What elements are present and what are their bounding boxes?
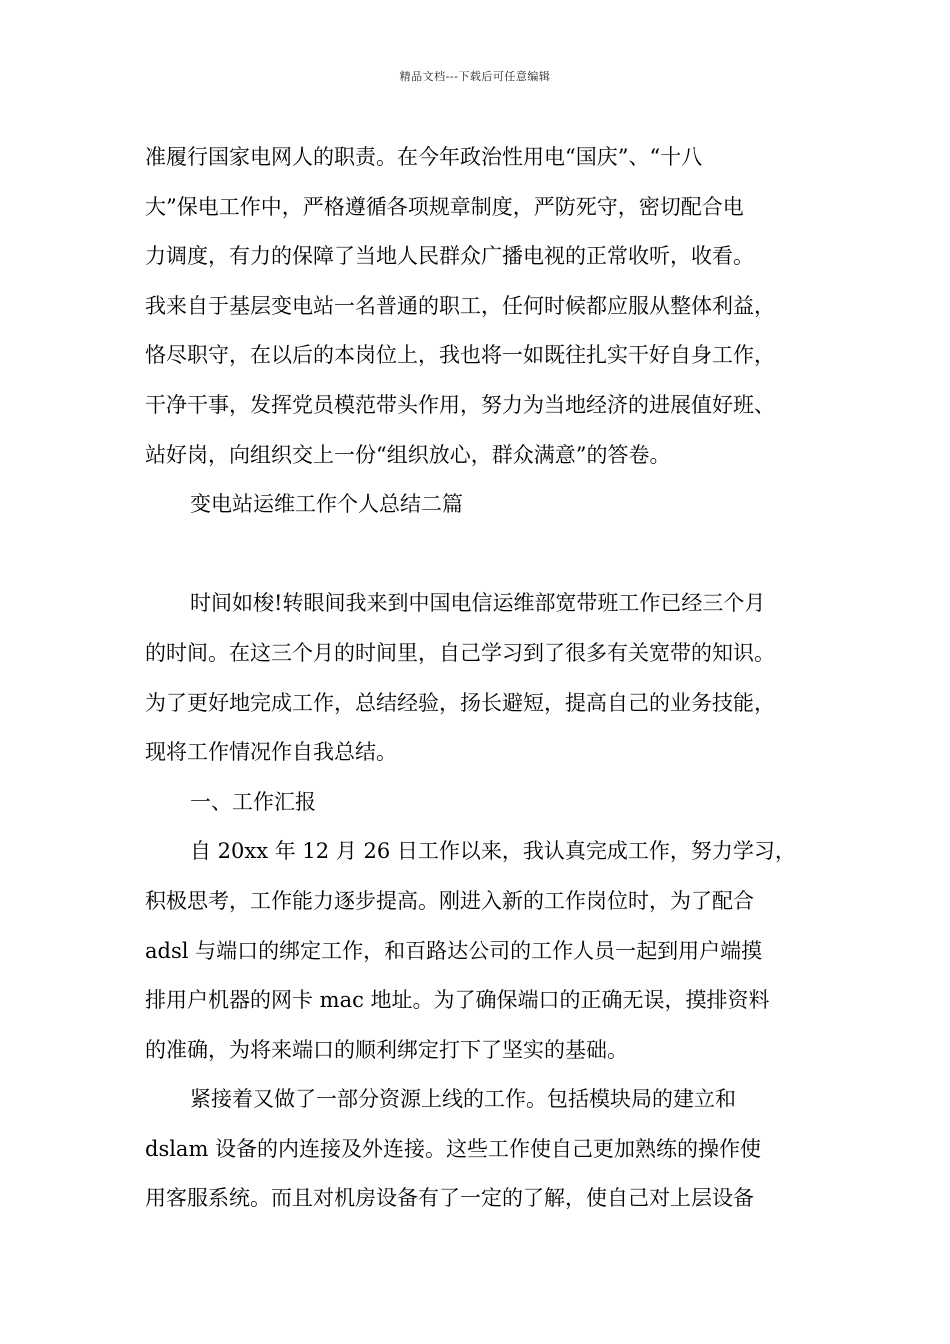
body-line: 现将工作情况作自我总结。	[145, 740, 397, 765]
body-line: adsl 与端口的绑定工作，和百路达公司的工作人员一起到用户端摸	[145, 938, 763, 963]
body-line: 排用户机器的网卡 mac 地址。为了确保端口的正确无误，摸排资料	[145, 988, 770, 1013]
body-line: 恪尽职守，在以后的本岗位上，我也将一如既往扎实干好自身工作，	[145, 343, 775, 368]
section-title: 变电站运维工作个人总结二篇	[190, 492, 463, 517]
body-line: 为了更好地完成工作，总结经验，扬长避短，提高自己的业务技能，	[145, 690, 775, 715]
body-line: 力调度，有力的保障了当地人民群众广播电视的正常收听，收看。	[145, 244, 754, 269]
page-header: 精品文档---下载后可任意编辑	[399, 70, 551, 83]
body-line: 自 20xx 年 12 月 26 日工作以来，我认真完成工作，努力学习，	[190, 839, 796, 864]
body-line: dslam 设备的内连接及外连接。这些工作使自己更加熟练的操作使	[145, 1136, 762, 1161]
body-line: 紧接着又做了一部分资源上线的工作。包括模块局的建立和	[190, 1087, 736, 1112]
body-line: 的准确，为将来端口的顺利绑定打下了坚实的基础。	[145, 1037, 628, 1062]
body-line: 站好岗，向组织交上一份“组织放心，群众满意”的答卷。	[145, 442, 671, 467]
body-line: 积极思考，工作能力逐步提高。刚进入新的工作岗位时，为了配合	[145, 888, 754, 913]
body-line: 干净干事，发挥党员模范带头作用，努力为当地经济的进展值好班、	[145, 392, 775, 417]
body-line: 准履行国家电网人的职责。在今年政治性用电“国庆”、“十八	[145, 145, 703, 169]
subsection-heading: 一、工作汇报	[190, 789, 316, 814]
body-line: 的时间。在这三个月的时间里，自己学习到了很多有关宽带的知识。	[145, 640, 775, 665]
body-line: 大”保电工作中，严格遵循各项规章制度，严防死守，密切配合电	[145, 194, 744, 219]
document-body	[145, 133, 825, 1224]
body-line: 我来自于基层变电站一名普通的职工，任何时候都应服从整体利益，	[145, 293, 775, 318]
body-line: 时间如梭!转眼间我来到中国电信运维部宽带班工作已经三个月	[190, 591, 766, 616]
body-line: 用客服系统。而且对机房设备有了一定的了解，使自己对上层设备	[145, 1186, 754, 1211]
blank-line	[145, 530, 825, 580]
